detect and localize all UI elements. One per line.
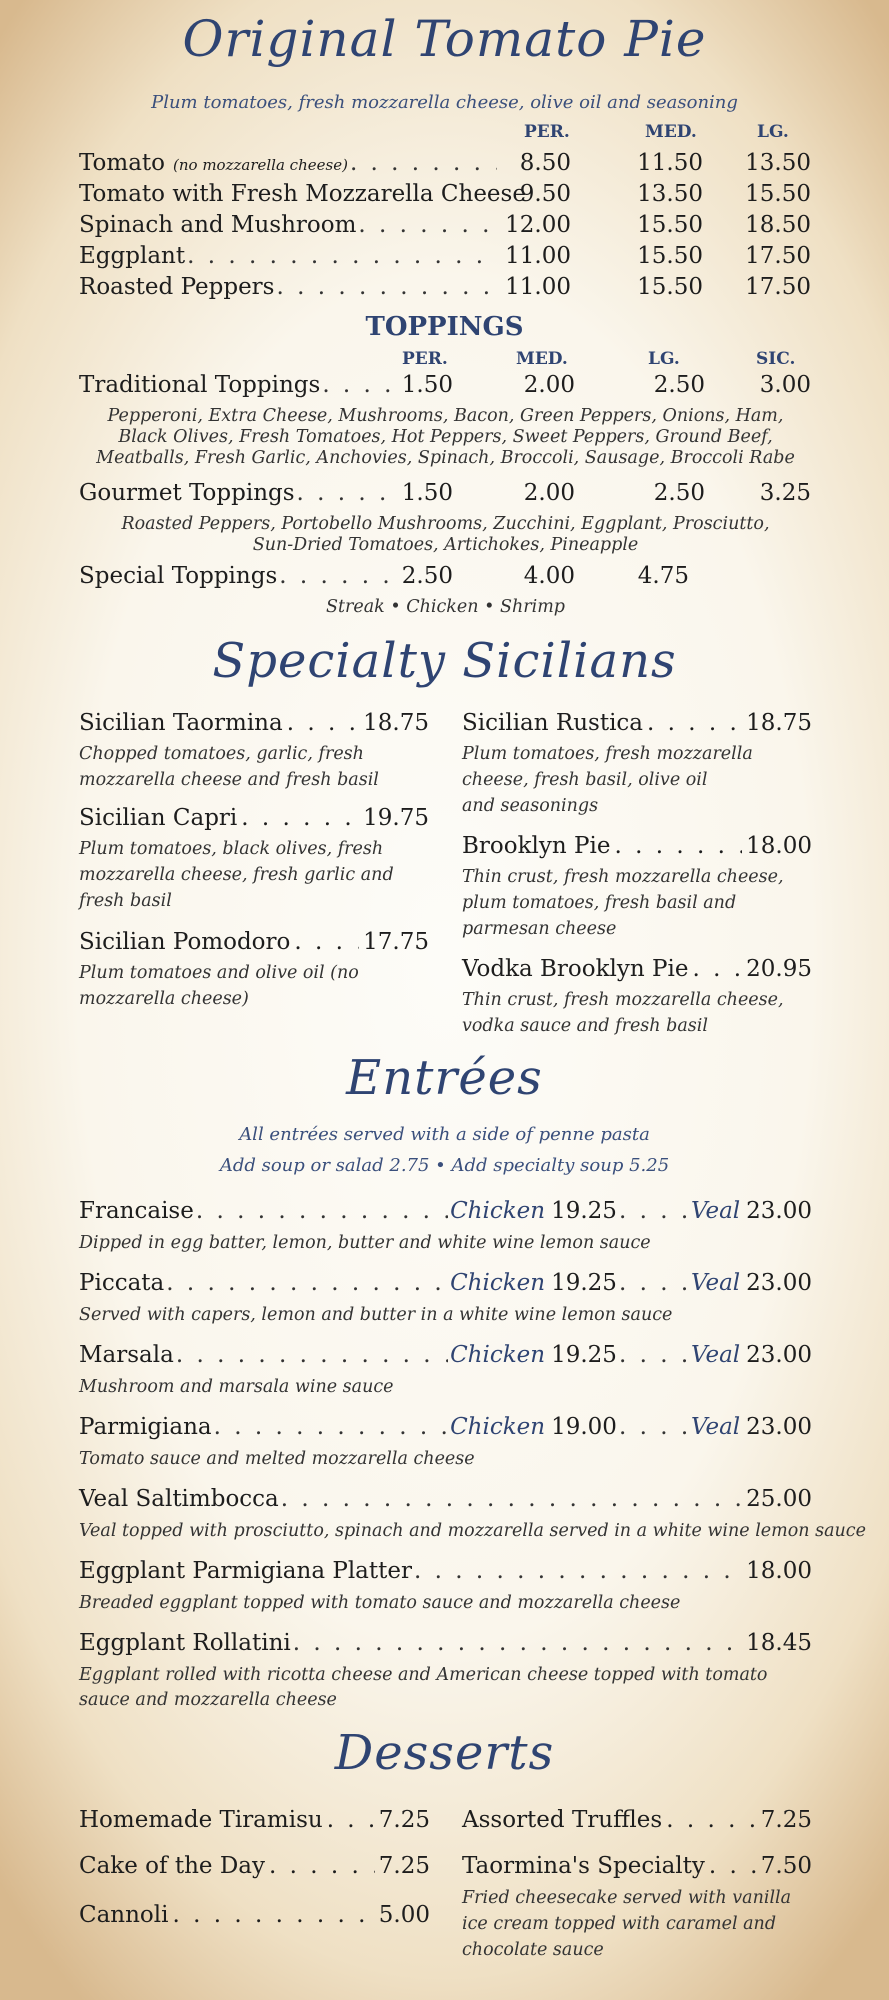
item-name: Roasted Peppers: [79, 274, 275, 300]
sicilian-desc: Plum tomatoes, black olives, fresh: [79, 839, 384, 859]
sicilian-desc: parmesan cheese: [462, 919, 617, 939]
sicilian-item: [79, 710, 429, 736]
entrees-subtitle-side: All entrées served with a side of penne pasta: [239, 1124, 650, 1145]
entree-desc: Dipped in egg batter, lemon, butter and white wine lemon sauce: [79, 1233, 651, 1253]
entree-name: Veal Saltimbocca: [79, 1486, 279, 1512]
sicilian-item: [462, 710, 812, 736]
entree-price: 18.00: [746, 1558, 812, 1584]
leader-dots: [269, 1853, 375, 1879]
price-lg: 15.50: [745, 181, 811, 207]
dessert-price: 7.25: [378, 1853, 430, 1879]
sicilian-name: Sicilian Rustica: [462, 710, 644, 736]
size-header-lg: LG.: [757, 122, 789, 142]
topping-price-per: 1.50: [401, 480, 453, 506]
sicilian-price: 18.00: [746, 833, 812, 859]
leader-dots: [276, 274, 497, 300]
chicken-price: 19.25: [551, 1342, 617, 1368]
price-per: 11.00: [505, 243, 571, 269]
toppings-size-lg: LG.: [648, 349, 680, 369]
sicilian-price: 18.75: [363, 710, 429, 736]
leader-dots: [614, 833, 742, 859]
veal-label: Veal: [690, 1270, 741, 1296]
veal-label: Veal: [690, 1198, 741, 1224]
dessert-item: [79, 1853, 430, 1879]
topping-price-sic: 3.25: [759, 480, 811, 506]
entree-price: 18.45: [746, 1630, 812, 1656]
leader-dots: [293, 1630, 744, 1656]
item-note: (no mozzarella cheese): [173, 156, 348, 174]
tomato-pie-row: [79, 243, 499, 269]
leader-dots: [279, 563, 397, 589]
entree-name: Marsala: [79, 1342, 174, 1368]
sicilian-desc: Thin crust, fresh mozzarella cheese,: [462, 867, 784, 887]
sicilian-name: Sicilian Taormina: [79, 710, 283, 736]
sicilian-desc: Thin crust, fresh mozzarella cheese,: [462, 990, 784, 1010]
sicilian-name: Brooklyn Pie: [462, 833, 611, 859]
topping-price-med: 2.00: [523, 372, 575, 398]
price-lg: 17.50: [745, 274, 811, 300]
entree-name: Parmigiana: [79, 1414, 212, 1440]
sicilian-desc: fresh basil: [79, 891, 172, 911]
entree-desc: Mushroom and marsala wine sauce: [79, 1377, 394, 1397]
topping-row: [79, 480, 399, 506]
sicilian-price: 17.75: [363, 929, 429, 955]
leader-dots: [287, 710, 359, 736]
sicilian-item: [462, 833, 812, 859]
sicilian-price: 18.75: [746, 710, 812, 736]
leader-dots: [619, 1414, 689, 1440]
sicilian-item: [79, 805, 429, 831]
topping-row: [79, 563, 399, 589]
item-name: Eggplant: [79, 243, 186, 269]
price-per: 11.00: [505, 274, 571, 300]
entree-row: [79, 1630, 812, 1656]
leader-dots: [196, 1198, 448, 1224]
dessert-price: 5.00: [378, 1902, 430, 1928]
topping-price-lg: 2.50: [653, 480, 705, 506]
entree-desc: Tomato sauce and melted mozzarella cheese: [79, 1449, 475, 1469]
item-name: Spinach and Mushroom: [79, 212, 357, 238]
toppings-size-med: MED.: [516, 349, 568, 369]
leader-dots: [297, 480, 397, 506]
leader-dots: [692, 956, 742, 982]
price-per: 9.50: [519, 181, 571, 207]
chicken-price: 19.25: [551, 1198, 617, 1224]
leader-dots: [350, 150, 497, 176]
sicilian-desc: mozzarella cheese): [79, 989, 249, 1009]
size-header-per: PER.: [524, 122, 570, 142]
veal-label: Veal: [690, 1414, 741, 1440]
chicken-label: Chicken: [450, 1270, 546, 1296]
dessert-item: [462, 1853, 812, 1879]
veal-label: Veal: [690, 1342, 741, 1368]
dessert-item: [462, 1807, 812, 1833]
topping-list: Meatballs, Fresh Garlic, Anchovies, Spinach, Broccoli, Sausage, Broccoli Rabe: [96, 448, 795, 468]
dessert-price: 7.25: [760, 1807, 812, 1833]
sicilian-name: Vodka Brooklyn Pie: [462, 956, 689, 982]
dessert-desc: ice cream topped with caramel and: [462, 1914, 777, 1934]
chicken-label: Chicken: [450, 1342, 546, 1368]
entree-desc: Breaded eggplant topped with tomato sauce and mozzarella cheese: [79, 1593, 681, 1613]
sicilian-item: [79, 929, 429, 955]
topping-list: Pepperoni, Extra Cheese, Mushrooms, Bacon, Green Peppers, Onions, Ham,: [107, 406, 784, 426]
sicilian-price: 19.75: [363, 805, 429, 831]
topping-price-per: 1.50: [401, 372, 453, 398]
entree-desc: Served with capers, lemon and butter in a white wine lemon sauce: [79, 1305, 673, 1325]
chicken-price: 19.25: [551, 1270, 617, 1296]
sicilian-name: Sicilian Capri: [79, 805, 238, 831]
topping-price-med: 2.00: [523, 480, 575, 506]
sicilian-desc: Chopped tomatoes, garlic, fresh: [79, 744, 364, 764]
entree-row: [79, 1558, 812, 1584]
entree-row: [79, 1342, 812, 1368]
sicilian-desc: Plum tomatoes, fresh mozzarella: [462, 744, 753, 764]
toppings-size-per: PER.: [402, 349, 448, 369]
topping-price-lg: 2.50: [653, 372, 705, 398]
dessert-desc: Fried cheesecake served with vanilla: [462, 1888, 792, 1908]
veal-price: 23.00: [746, 1198, 812, 1224]
entree-desc: sauce and mozzarella cheese: [79, 1690, 337, 1710]
veal-price: 23.00: [746, 1342, 812, 1368]
leader-dots: [619, 1270, 689, 1296]
leader-dots: [214, 1414, 448, 1440]
sicilian-item: [462, 956, 812, 982]
item-name: Tomato with Fresh Mozzarella Cheese: [79, 181, 526, 207]
entree-row: [79, 1198, 812, 1224]
topping-row: [79, 372, 399, 398]
entrees-title: Entrées: [346, 1050, 543, 1106]
toppings-title: TOPPINGS: [365, 312, 524, 342]
dessert-name: Taormina's Specialty: [462, 1853, 705, 1879]
price-med: 13.50: [637, 181, 703, 207]
sicilian-desc: mozzarella cheese and fresh basil: [79, 770, 379, 790]
topping-name: Gourmet Toppings: [79, 480, 295, 506]
price-med: 11.50: [637, 150, 703, 176]
topping-list: Black Olives, Fresh Tomatoes, Hot Peppers, Sweet Peppers, Ground Beef,: [118, 427, 773, 447]
dessert-item: [79, 1807, 430, 1833]
dessert-name: Assorted Truffles: [462, 1807, 663, 1833]
toppings-size-sic: SIC.: [756, 349, 796, 369]
price-lg: 17.50: [745, 243, 811, 269]
entree-row: [79, 1486, 812, 1512]
price-per: 12.00: [505, 212, 571, 238]
dessert-item: [79, 1902, 430, 1928]
entree-row: [79, 1414, 812, 1440]
dessert-price: 7.50: [760, 1853, 812, 1879]
sicilian-desc: plum tomatoes, fresh basil and: [462, 893, 737, 913]
leader-dots: [358, 212, 497, 238]
item-name: Tomato: [79, 150, 166, 176]
entree-name: Eggplant Rollatini: [79, 1630, 291, 1656]
tomato-pie-row: [79, 150, 499, 176]
entree-name: Piccata: [79, 1270, 165, 1296]
topping-price-lg: 4.75: [637, 563, 689, 589]
topping-list: Sun-Dried Tomatoes, Artichokes, Pineapple: [252, 535, 639, 555]
price-lg: 18.50: [745, 212, 811, 238]
size-header-med: MED.: [645, 122, 697, 142]
leader-dots: [666, 1807, 757, 1833]
price-med: 15.50: [637, 243, 703, 269]
sicilians-title: Specialty Sicilians: [212, 633, 677, 689]
leader-dots: [647, 710, 742, 736]
dessert-name: Cake of the Day: [79, 1853, 265, 1879]
dessert-desc: chocolate sauce: [462, 1940, 604, 1960]
sicilian-name: Sicilian Pomodoro: [79, 929, 291, 955]
leader-dots: [173, 1902, 375, 1928]
entree-name: Francaise: [79, 1198, 194, 1224]
tomato-pie-subtitle: Plum tomatoes, fresh mozzarella cheese, olive oil and seasoning: [151, 92, 738, 113]
topping-name: Traditional Toppings: [79, 372, 321, 398]
topping-list: Streak • Chicken • Shrimp: [326, 597, 565, 617]
leader-dots: [294, 929, 359, 955]
leader-dots: [327, 1807, 375, 1833]
entree-price: 25.00: [746, 1486, 812, 1512]
price-lg: 13.50: [745, 150, 811, 176]
dessert-name: Cannoli: [79, 1902, 169, 1928]
chicken-label: Chicken: [450, 1414, 546, 1440]
leader-dots: [619, 1198, 689, 1224]
entree-desc: Eggplant rolled with ricotta cheese and American cheese topped with tomato: [79, 1665, 768, 1685]
sicilian-desc: cheese, fresh basil, olive oil: [462, 770, 708, 790]
leader-dots: [241, 805, 359, 831]
leader-dots: [166, 1270, 448, 1296]
sicilian-desc: and seasonings: [462, 796, 599, 816]
price-med: 15.50: [637, 212, 703, 238]
entree-name: Eggplant Parmigiana Platter: [79, 1558, 412, 1584]
topping-price-sic: 3.00: [759, 372, 811, 398]
desserts-title: Desserts: [334, 1725, 555, 1781]
leader-dots: [709, 1853, 757, 1879]
topping-name: Special Toppings: [79, 563, 278, 589]
veal-price: 23.00: [746, 1270, 812, 1296]
leader-dots: [322, 372, 397, 398]
chicken-price: 19.00: [551, 1414, 617, 1440]
tomato-pie-row: [79, 181, 526, 207]
leader-dots: [281, 1486, 744, 1512]
entrees-subtitle-addons: Add soup or salad 2.75 • Add specialty soup 5.25: [219, 1155, 670, 1176]
sicilian-desc: mozzarella cheese, fresh garlic and: [79, 865, 394, 885]
topping-price-per: 2.50: [401, 563, 453, 589]
tomato-pie-row: [79, 212, 499, 238]
leader-dots: [619, 1342, 689, 1368]
chicken-label: Chicken: [450, 1198, 546, 1224]
price-med: 15.50: [637, 274, 703, 300]
sicilian-desc: Plum tomatoes and olive oil (no: [79, 963, 359, 983]
dessert-name: Homemade Tiramisu: [79, 1807, 323, 1833]
topping-price-med: 4.00: [523, 563, 575, 589]
veal-price: 23.00: [746, 1414, 812, 1440]
leader-dots: [414, 1558, 744, 1584]
sicilian-desc: vodka sauce and fresh basil: [462, 1016, 708, 1036]
entree-row: [79, 1270, 812, 1296]
leader-dots: [187, 243, 497, 269]
entree-desc: Veal topped with prosciutto, spinach and mozzarella served in a white wine lemon sauce: [79, 1521, 866, 1541]
tomato-pie-row: [79, 274, 499, 300]
sicilian-price: 20.95: [746, 956, 812, 982]
price-per: 8.50: [519, 150, 571, 176]
dessert-price: 7.25: [378, 1807, 430, 1833]
topping-list: Roasted Peppers, Portobello Mushrooms, Zucchini, Eggplant, Prosciutto,: [121, 514, 770, 534]
leader-dots: [176, 1342, 448, 1368]
tomato-pie-title: Original Tomato Pie: [182, 10, 707, 68]
